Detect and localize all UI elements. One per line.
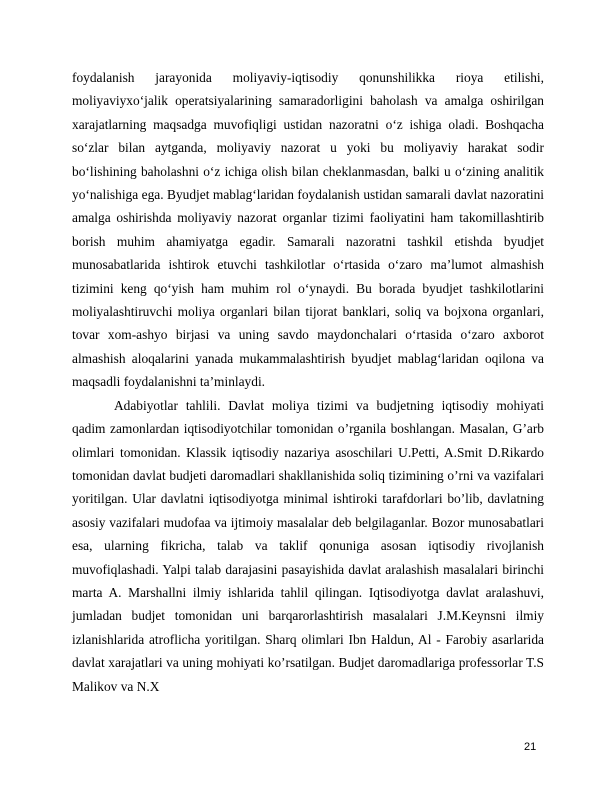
- document-page: [72, 66, 544, 698]
- paragraph-financial-control: foydalanish jarayonida moliyaviy-iqtisodiy qonunshilikka rioya etilishi, moliyaviyxo‘jalik operatsiyalarining samaradorligini baholash va amalga oshirilgan xarajatlarning maqsadga muvofiqligi ustidan nazoratni o‘z ishiga oladi. Boshqacha so‘zlar bilan aytganda, moliyaviy nazorat u yoki bu moliyaviy harakat sodir bo‘lishining baholashni o‘z ichiga olish bilan cheklanmasdan, balki u o‘zining analitik yo‘nalishiga ega. Byudjet mablag‘laridan foydalanish ustidan samarali davlat nazoratini amalga oshirishda moliyaviy nazorat organlar tizimi faoliyatini ham takomillashtirib borish muhim ahamiyatga egadir. Samarali nazoratni tashkil etishda byudjet munosabatlarida ishtirok etuvchi tashkilotlar o‘rtasida o‘zaro ma’lumot almashish tizimini keng qo‘yish ham muhim rol o‘ynaydi. Bu borada byudjet tashkilotlarini moliyalashtiruvchi moliya organlari bilan tijorat banklari, soliq va bojxona organlari, tovar xom-ashyo birjasi va uning savdo maydonchalari o‘rtasida o‘zaro axborot almashish aloqalarini yanada mukammalashtirish byudjet mablag‘laridan oqilona va maqsadli foydalanishni ta’minlaydi.: [72, 70, 544, 390]
- paragraph-literature-review: Adabiyotlar tahlili. Davlat moliya tizimi va budjetning iqtisodiy mohiyati qadim zamonlardan iqtisodiyotchilar tomonidan o’rganila boshlangan. Masalan, G’arb olimlari tomonidan. Klassik iqtisodiy nazariya asoschilari U.Petti, A.Smit D.Rikardo tomonidan davlat budjeti daromadlari shakllanishida soliq tizimining o’rni va vazifalari yoritilgan. Ular davlatni iqtisodiyotga minimal ishtiroki tarafdorlari bo’lib, davlatning asosiy vazifalari mudofaa va ijtimoiy masalalar deb belgilaganlar. Bozor munosabatlari esa, ularning fikricha, talab va taklif qonuniga asosan iqtisodiy rivojlanish muvofiqlashadi. Yalpi talab darajasini pasayishida davlat aralashish masalalari birinchi marta A. Marshallni ilmiy ishlarida tahlil qilingan. Iqtisodiyotga davlat aralashuvi, jumladan budjet tomonidan uni barqarorlashtirish masalalari J.M.Keynsni ilmiy izlanishlarida atroflicha yoritilgan. Sharq olimlari Ibn Haldun, Al - Farobiy asarlarida davlat xarajatlari va uning mohiyati ko’rsatilgan. Budjet daromadlariga professorlar T.S Malikov va N.X: [72, 397, 544, 694]
- page-number: 21: [524, 741, 537, 753]
